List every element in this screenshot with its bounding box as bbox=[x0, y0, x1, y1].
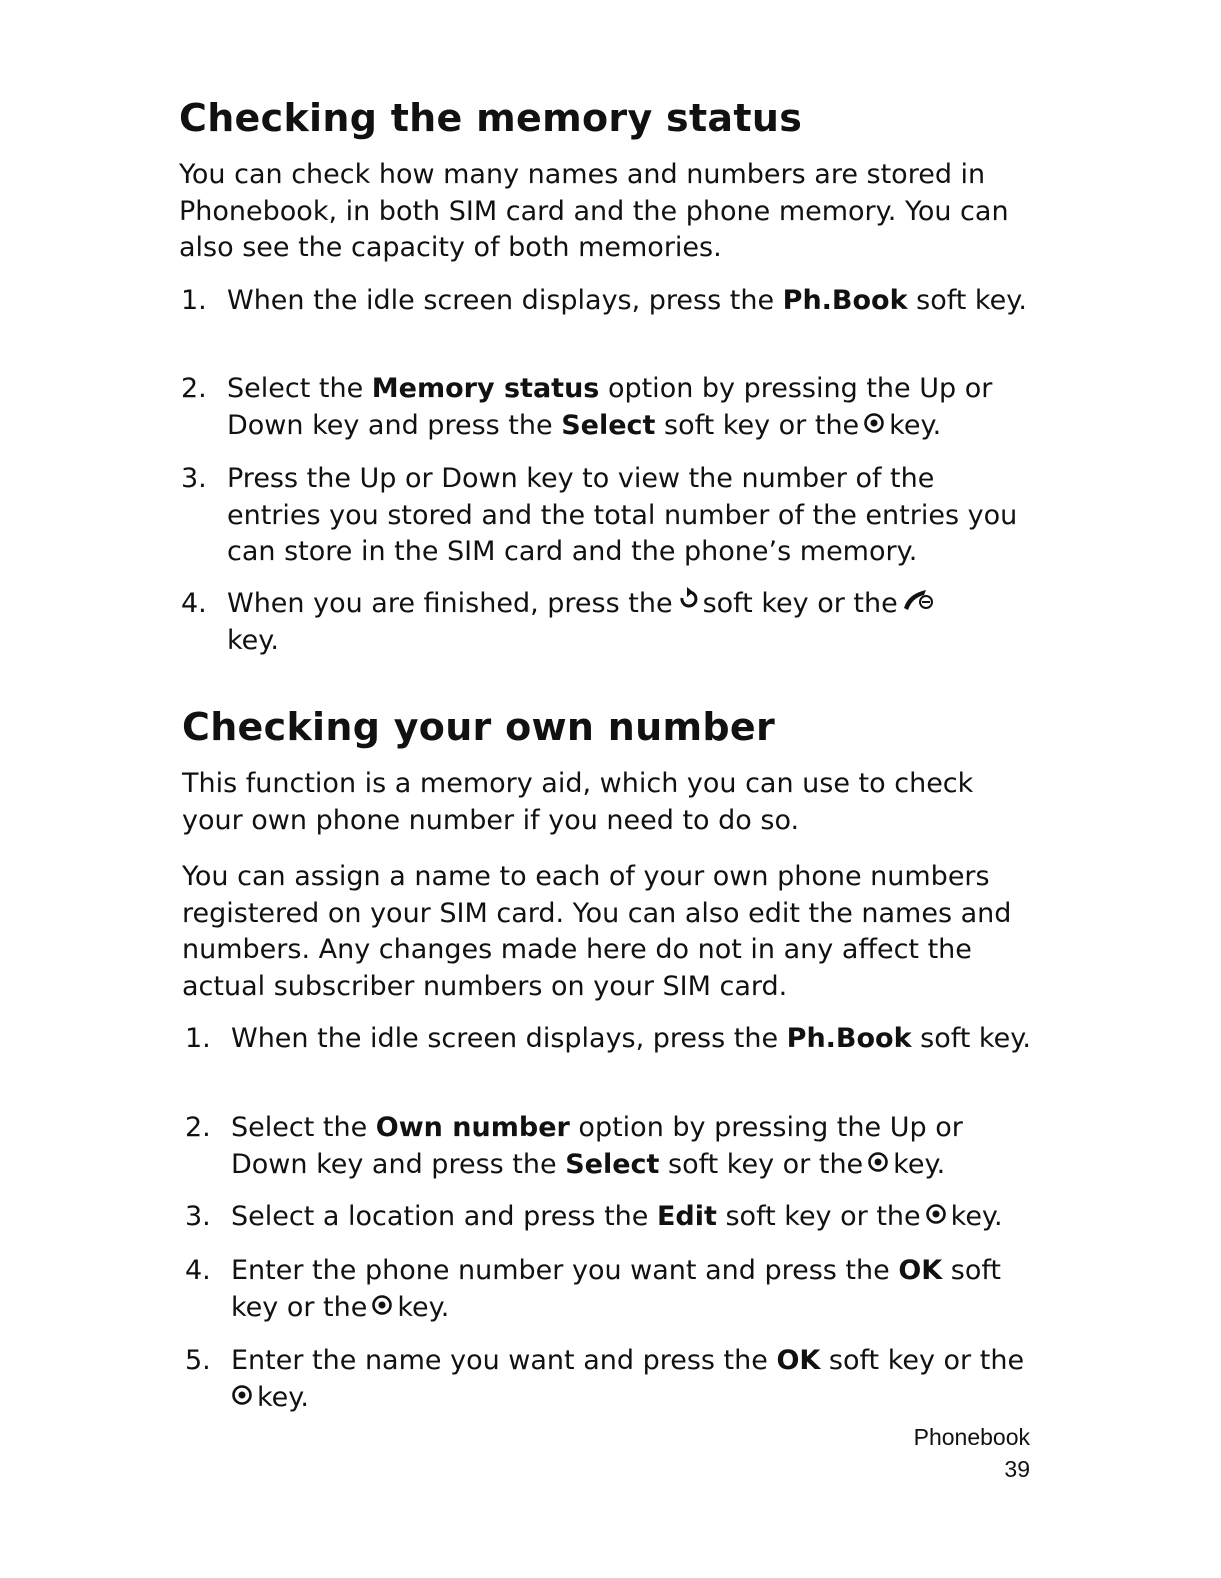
end-call-key-icon bbox=[902, 586, 936, 623]
footer-section-name: Phonebook bbox=[913, 1424, 1030, 1450]
section-title-own-number: Checking your own number bbox=[182, 705, 776, 749]
step-number: 5. bbox=[185, 1345, 211, 1376]
step-text: Enter the name you want and press the OK soft key or the key. bbox=[231, 1343, 1031, 1416]
page-number: 39 bbox=[1004, 1456, 1030, 1482]
own-number-intro-1: This function is a memory aid, which you can use to check your own phone number if you need to do so. bbox=[182, 768, 974, 836]
step-text: Select the Own number option by pressing the Up or Down key and press the Select soft key or the key. bbox=[231, 1110, 1031, 1183]
ok-key-icon bbox=[231, 1380, 253, 1417]
step-number: 1. bbox=[185, 1023, 211, 1054]
step-number: 3. bbox=[185, 1201, 211, 1232]
memory-status-intro: You can check how many names and numbers are stored in Phonebook, in both SIM card and the phone memory. You can also see the capacity of both memories. bbox=[179, 159, 1009, 263]
ok-key-icon bbox=[371, 1290, 393, 1327]
ok-key-icon bbox=[925, 1199, 947, 1236]
step-text: When the idle screen displays, press the Ph.Book soft key. bbox=[231, 1023, 1031, 1054]
step-text: When you are finished, press the soft key or the key. bbox=[227, 586, 1027, 659]
step-number: 4. bbox=[181, 588, 207, 619]
own-number-intro-2: You can assign a name to each of your own phone numbers registered on your SIM card. You can also edit the names and numbers. Any changes made here do not in any affect the actual subscriber numbers on your SIM card. bbox=[182, 861, 1012, 1002]
step-number: 2. bbox=[185, 1112, 211, 1143]
step-text: Select a location and press the Edit soft key or the key. bbox=[231, 1199, 1031, 1236]
step-text: Press the Up or Down key to view the number of the entries you stored and the total number of the entries you can store in the SIM card and the phone’s memory. bbox=[227, 463, 1018, 567]
back-key-icon bbox=[677, 586, 699, 623]
step-text: Enter the phone number you want and press the OK soft key or the key. bbox=[231, 1253, 1031, 1326]
step-number: 2. bbox=[181, 373, 207, 404]
step-text: Select the Memory status option by pressing the Up or Down key and press the Select soft key or the key. bbox=[227, 371, 1027, 444]
ok-key-icon bbox=[863, 408, 885, 445]
step-number: 4. bbox=[185, 1255, 211, 1286]
step-text: When the idle screen displays, press the Ph.Book soft key. bbox=[227, 285, 1027, 316]
section-title-memory-status: Checking the memory status bbox=[179, 96, 803, 140]
step-number: 3. bbox=[181, 463, 207, 494]
step-number: 1. bbox=[181, 285, 207, 316]
ok-key-icon bbox=[867, 1147, 889, 1184]
